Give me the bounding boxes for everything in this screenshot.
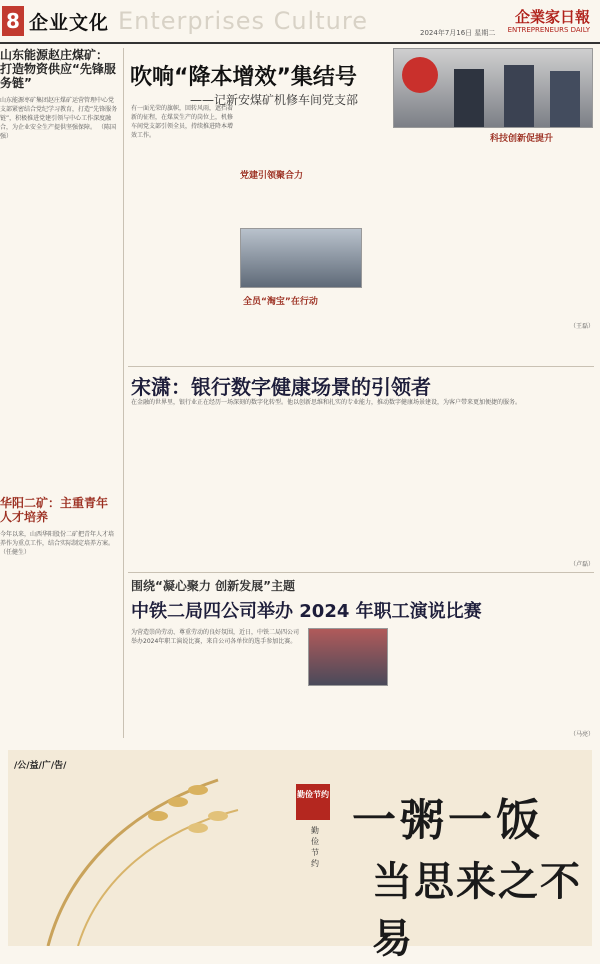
article1-section2: 全员“淘宝”在行动 xyxy=(243,297,318,307)
article1-section3: 科技创新促提升 xyxy=(490,134,554,144)
ad-motto: 勤俭节约 xyxy=(311,826,319,868)
person-figure xyxy=(504,65,534,128)
article1-author: （王磊） xyxy=(570,323,595,330)
ad-slogan-line1: 一粥一饭 xyxy=(352,795,544,846)
article2-body: 在金融的世界里，银行业正在经历一场深刻的数字化转型。他以创新思维和扎实的专业能力，推动数字健康场景建设，为客户带来更加便捷的服务。 xyxy=(131,399,522,406)
column-divider xyxy=(123,48,124,738)
article1-col2 xyxy=(240,132,345,181)
article3-author: （马亮） xyxy=(570,731,595,738)
masthead-logo: 企業家日報 xyxy=(514,8,590,26)
article1-photo2 xyxy=(240,228,362,288)
story1-body: 山东能源枣矿集团赵庄煤矿运营管理中心党支部紧密结合党纪学习教育，打造“先锋服务链”，积极推进党建引领与中心工作深度融合，为企业安全生产提供坚强保障。 （陈国强） xyxy=(0,97,118,140)
section-title-en: Enterprises Culture xyxy=(118,7,368,35)
article3-kicker: 围绕“凝心聚力 创新发展”主题 xyxy=(131,579,295,593)
article-divider xyxy=(128,572,594,573)
story1-author: （陈国强） xyxy=(0,124,116,140)
person-figure xyxy=(454,69,484,128)
article3-title: 中铁二局四公司举办 2024 年职工演说比赛 xyxy=(131,601,482,622)
article3-body: 为营造崇尚劳动、尊重劳动的良好氛围，近日，中铁二局四公司举办2024年职工演说比赛，来自公司各单位的选手参加比赛。 xyxy=(131,629,300,645)
rice-stalk-illustration xyxy=(8,750,258,946)
page-header xyxy=(0,0,600,44)
story2-body: 今年以来，山西华阳股份二矿把青年人才培养作为重点工作，结合实际制定培养方案。 （任健生） xyxy=(0,531,115,556)
article3-photo xyxy=(308,628,388,686)
seal-stamp: 勤俭节约 xyxy=(296,784,330,820)
article-divider xyxy=(128,366,594,367)
article1-title: 吹响“降本增效”集结号 xyxy=(130,65,357,90)
section-title: 企业文化 xyxy=(29,12,110,34)
article1-photo xyxy=(393,48,593,128)
article1-section1: 党建引领聚合力 xyxy=(240,171,304,181)
person-figure xyxy=(550,71,580,128)
story1-title: 山东能源赵庄煤矿：打造物资供应“先锋服务链” xyxy=(0,48,116,90)
ad-tag: /公/益/广/告/ xyxy=(14,761,67,771)
issue-date: 2024年7月16日 星期二 xyxy=(420,29,496,37)
article1-subtitle: ——记新安煤矿机修车间党支部 xyxy=(190,93,359,107)
article2-author: （卢磊） xyxy=(570,561,595,568)
ad-slogan-line2: 当思来之不易 xyxy=(372,858,582,962)
article1-col1 xyxy=(131,104,236,342)
header-rule xyxy=(0,42,600,44)
article1-body: 有一面光荣的旗帜，回转风雨，遮挡着新的征程，在煤炭生产的岗位上，机修车间党支部引领全员，持续推进降本增效工作。 xyxy=(131,105,234,139)
party-emblem-icon xyxy=(402,57,438,93)
masthead-en: ENTREPRENEURS DAILY xyxy=(507,26,590,34)
story2-title: 华阳二矿：主重青年人才培养 xyxy=(0,496,109,524)
left-column xyxy=(0,48,118,640)
article2-title: 宋潇：银行数字健康场景的引领者 xyxy=(131,375,431,399)
page-number: 8 xyxy=(2,6,24,36)
